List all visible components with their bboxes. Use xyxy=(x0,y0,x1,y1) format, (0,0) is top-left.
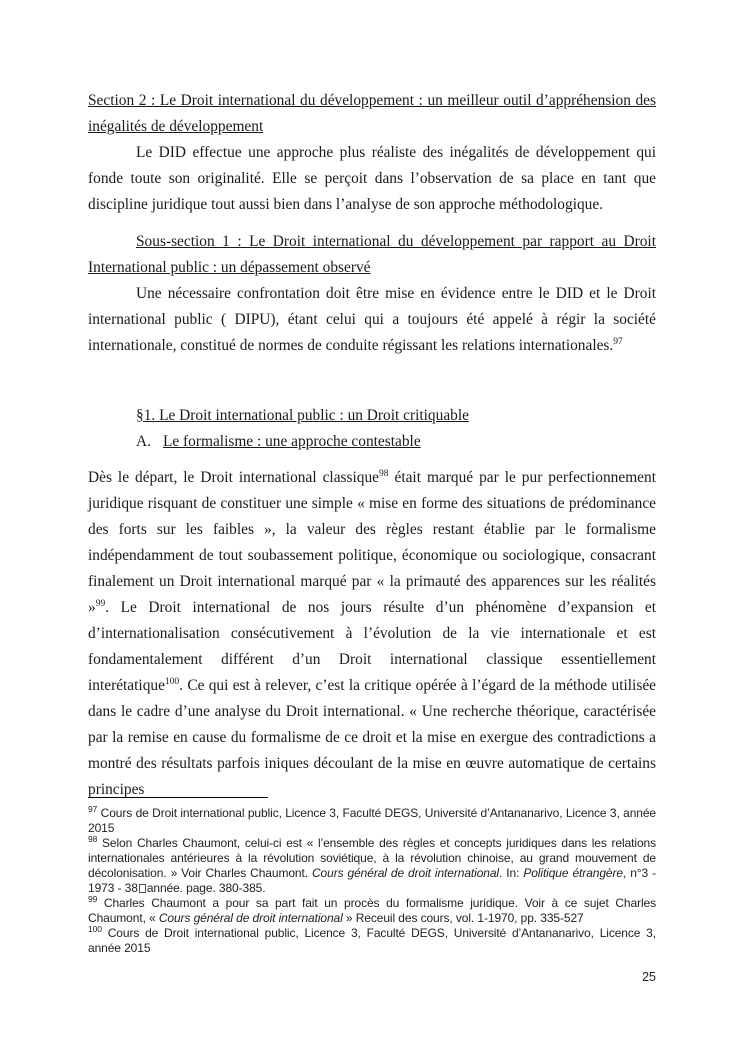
footnote-100-marker: 100 xyxy=(88,924,102,934)
section-heading: Section 2 : Le Droit international du développement : un meilleur outil d’appréhension des inégalités de développement xyxy=(88,92,656,135)
footnote-98-marker: 98 xyxy=(88,834,98,844)
main-text-column xyxy=(88,88,656,803)
paragraph-1-heading: §1. Le Droit international public : un Droit critiquable xyxy=(136,407,469,424)
footnote-100 xyxy=(88,926,656,956)
footnote-99 xyxy=(88,896,656,926)
page-number: 25 xyxy=(642,970,656,984)
footnote-separator xyxy=(88,797,268,798)
main-paragraph: Dès le départ, le Droit international classique$^{98}$ était marqué par le pur perfectionnement juridique risquant de constituer une simple « mise en forme des situations de prédominance des forts sur les faibles », la valeur des règles restant établie par le formalisme indépendamment de tout soubassement politique, économique ou sociologique, consacrant finalement un Droit international marqué par « la primauté des apparences sur les réalités »$^{99}$. Le Droit international de nos jours résulte d’un phénomène d’expansion et d’internationalisation consécutivement à l’évolution de la vie internationale et est fondamentalement différent d’un Droit international classique essentiellement interétatique$^{100}$. Ce qui est à relever, c’est la critique opérée à l’égard de la méthode utilisée dans le cadre d’une analyse du Droit international. « Une recherche théorique, caractérisée par la remise en cause du formalisme de ce droit et la mise en exergue des contradictions a montré des résultats parfois iniques découlant de la mise en œuvre automatique de certains principes xyxy=(88,468,656,798)
footnote-98 xyxy=(88,836,656,896)
footnote-98-text: Selon Charles Chaumont, celui-ci est « l’ensemble des règles et concepts juridiques dans les relations internationales antérieures à la révolution soviétique, à la révolution chinoise, au grand mouvement de décolonisation. » Voir Charles Chaumont. Cours général de droit international. In: Politique étrangère, n°3 - 1973 - 38 année. page. 380-385. xyxy=(88,836,656,895)
footnote-99-text: Charles Chaumont a pour sa part fait un procès du formalisme juridique. Voir à ce sujet Charles Chaumont, « Cours général de droit international » Receuil des cours, vol. 1-1970, pp. 335-527 xyxy=(88,896,656,925)
footnote-100-text: Cours de Droit international public, Licence 3, Faculté DEGS, Université d’Antananarivo, Licence 3, année 2015 xyxy=(88,926,656,955)
footnote-97 xyxy=(88,806,656,836)
footnote-97-text: Cours de Droit international public, Licence 3, Faculté DEGS, Université d’Antananarivo, Licence 3, année 2015 xyxy=(88,806,656,835)
subsection-heading: Sous-section 1 : Le Droit international du développement par rapport au Droit International public : un dépassement observé xyxy=(88,233,656,276)
formalism-heading: A. Le formalisme : une approche contestable xyxy=(136,433,421,450)
intro-paragraph: Le DID effectue une approche plus réaliste des inégalités de développement qui fonde toute son originalité. Elle se perçoit dans l’observation de sa place en tant que discipline juridique tout aussi bien dans l’analyse de son approche méthodologique. xyxy=(88,144,656,213)
confrontation-paragraph: Une nécessaire confrontation doit être mise en évidence entre le DID et le Droit international public ( DIPU), étant celui qui a toujours été appelé à régir la société internationale, constitué de normes de conduite régissant les relations internationales.$^{97}$ xyxy=(88,285,656,354)
footnote-97-marker: 97 xyxy=(88,804,98,814)
footnotes-section xyxy=(88,797,656,956)
footnote-99-marker: 99 xyxy=(88,894,98,904)
